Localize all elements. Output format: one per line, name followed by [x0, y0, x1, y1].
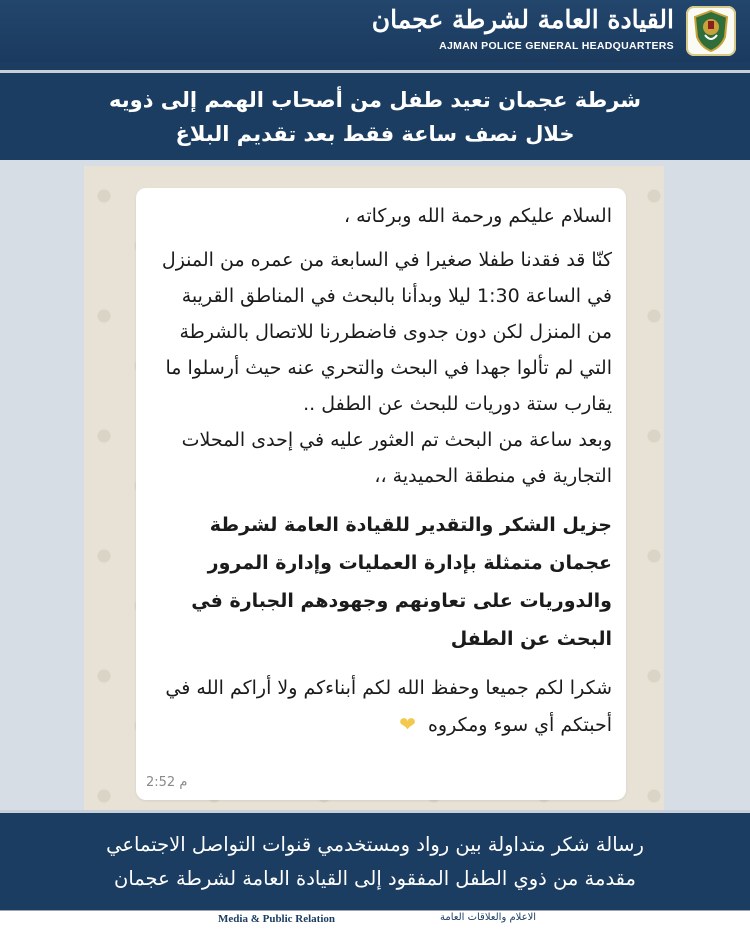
message-closing: [152, 670, 612, 743]
headline-line-1: شرطة عجمان تعيد طفل من أصحاب الهمم إلى ذويه: [109, 87, 641, 112]
message-gratitude: جزيل الشكر والتقدير للقيادة العامة لشرطة عجمان متمثلة بإدارة العمليات وإدارة المرور والدوريات على تعاونهم وجهودهم الجبارة في البحث عن الطفل: [191, 514, 612, 650]
header-bar: [0, 0, 750, 62]
caption-line-2: مقدمة من ذوي الطفل المفقود إلى القيادة العامة لشرطة عجمان: [114, 866, 636, 890]
message-greeting: السلام عليكم ورحمة الله وبركاته ،: [343, 205, 612, 227]
headline-line-2: خلال نصف ساعة فقط بعد تقديم البلاغ: [175, 121, 575, 146]
message-body: كنّا قد فقدنا طفلا صغيرا في السابعة من عمره من المنزل في الساعة 1:30 ليلا وبدأنا بالبحث في المناطق القريبة من المنزل لكن دون جدوى فاضطررنا للاتصال بالشرطة التي لم تألوا جهدا في البحث والتحري عنه حيث أرسلوا ما يقارب ستة دوريات للبحث عن الطفل ..: [161, 249, 612, 415]
org-name-english: AJMAN POLICE GENERAL HEADQUARTERS: [439, 40, 674, 52]
org-name-arabic: القيادة العامة لشرطة عجمان: [371, 5, 674, 34]
caption-band: [0, 810, 750, 910]
message-timestamp: 2:52 م: [146, 775, 188, 790]
message-found: وبعد ساعة من البحث تم العثور عليه في إحدى المحلات التجارية في منطقة الحميدية ،،: [181, 429, 612, 487]
footer-bar: [0, 910, 750, 929]
footer-english: Media & Public Relation: [218, 913, 336, 925]
yellow-heart-icon: ❤: [399, 712, 416, 736]
caption-line-1: رسالة شكر متداولة بين رواد ومستخدمي قنوات التواصل الاجتماعي: [106, 832, 644, 856]
message-closing-text: شكرا لكم جميعا وحفظ الله لكم أبناءكم ولا أراكم الله في أحبتكم أي سوء ومكروه: [165, 677, 612, 736]
footer-arabic: الاعلام والعلاقات العامة: [440, 912, 537, 923]
headline-band: [0, 70, 750, 160]
chat-message-bubble: [136, 188, 626, 800]
police-emblem-icon: [686, 6, 736, 56]
